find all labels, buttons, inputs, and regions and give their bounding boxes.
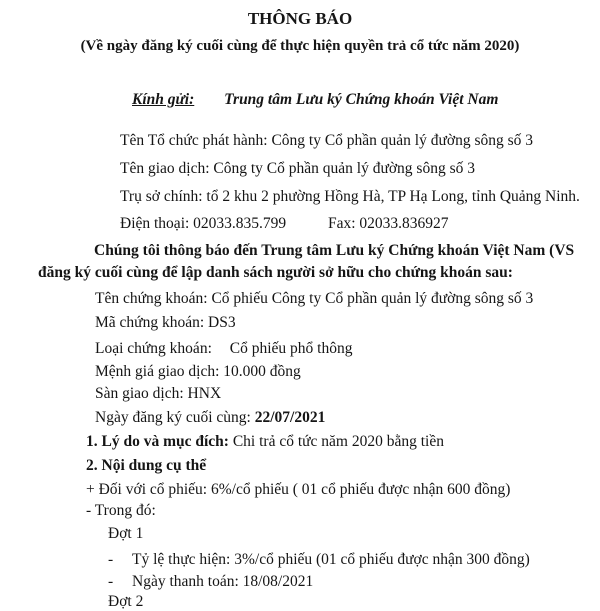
record-date-label: Ngày đăng ký cuối cùng: [95, 409, 251, 426]
record-date-value: 22/07/2021 [254, 409, 326, 426]
section-1-heading: 1. Lý do và mục đích: [86, 433, 229, 450]
batch-1-payment-text: Ngày thanh toán: 18/08/2021 [132, 573, 314, 590]
security-type-value: Cổ phiếu phổ thông [229, 340, 353, 357]
issuer-address: Trụ sở chính: tổ 2 khu 2 phường Hồng Hà, TP Hạ Long, tỉnh Quảng Ninh. [120, 188, 580, 205]
batch-1-ratio-text: Tỷ lệ thực hiện: 3%/cổ phiếu (01 cổ phiếu được nhận 300 đồng) [132, 551, 530, 568]
detail-label: - Trong đó: [86, 502, 156, 519]
bullet-dash: - [108, 573, 114, 590]
security-code: Mã chứng khoán: DS3 [95, 314, 236, 331]
recipient-name: Trung tâm Lưu ký Chứng khoán Việt Nam [224, 91, 499, 108]
intro-line-1: Chúng tôi thông báo đến Trung tâm Lưu ký Chứng khoán Việt Nam (VS [94, 242, 575, 259]
security-type-label: Loại chứng khoán: [95, 340, 212, 357]
batch-1-payment [108, 573, 313, 591]
intro-line-2: đăng ký cuối cùng để lập danh sách người sở hữu cho chứng khoán sau: [38, 264, 513, 281]
issuer-trade-name: Tên giao dịch: Công ty Cổ phần quản lý đường sông số 3 [120, 160, 475, 177]
recipient-label: Kính gửi: [132, 91, 195, 108]
section-1 [86, 433, 444, 451]
record-date [95, 409, 325, 427]
notice-title: THÔNG BÁO [247, 9, 353, 28]
security-par-value: Mệnh giá giao dịch: 10.000 đồng [95, 363, 301, 380]
issuer-name: Tên Tổ chức phát hành: Công ty Cổ phần quản lý đường sông số 3 [120, 132, 534, 149]
bullet-dash: - [108, 551, 114, 568]
security-type [95, 340, 352, 358]
section-2-heading: 2. Nội dung cụ thể [86, 457, 207, 474]
notice-subtitle: (Về ngày đăng ký cuối cùng để thực hiện quyền trả cổ tức năm 2020) [80, 38, 520, 54]
issuer-phone: Điện thoại: 02033.835.799 [120, 215, 287, 232]
section-1-text: Chi trả cổ tức năm 2020 bằng tiền [232, 433, 444, 450]
batch-1-label: Đợt 1 [108, 525, 144, 542]
security-name: Tên chứng khoán: Cổ phiếu Công ty Cổ phần quản lý đường sông số 3 [95, 290, 534, 307]
security-exchange: Sàn giao dịch: HNX [95, 385, 222, 402]
batch-1-ratio [108, 551, 530, 569]
issuer-fax: Fax: 02033.836927 [328, 215, 449, 232]
recipient-line [132, 91, 498, 109]
batch-2-label: Đợt 2 [108, 593, 144, 610]
per-share-line: + Đối với cổ phiếu: 6%/cổ phiếu ( 01 cổ phiếu được nhận 600 đồng) [86, 481, 511, 498]
